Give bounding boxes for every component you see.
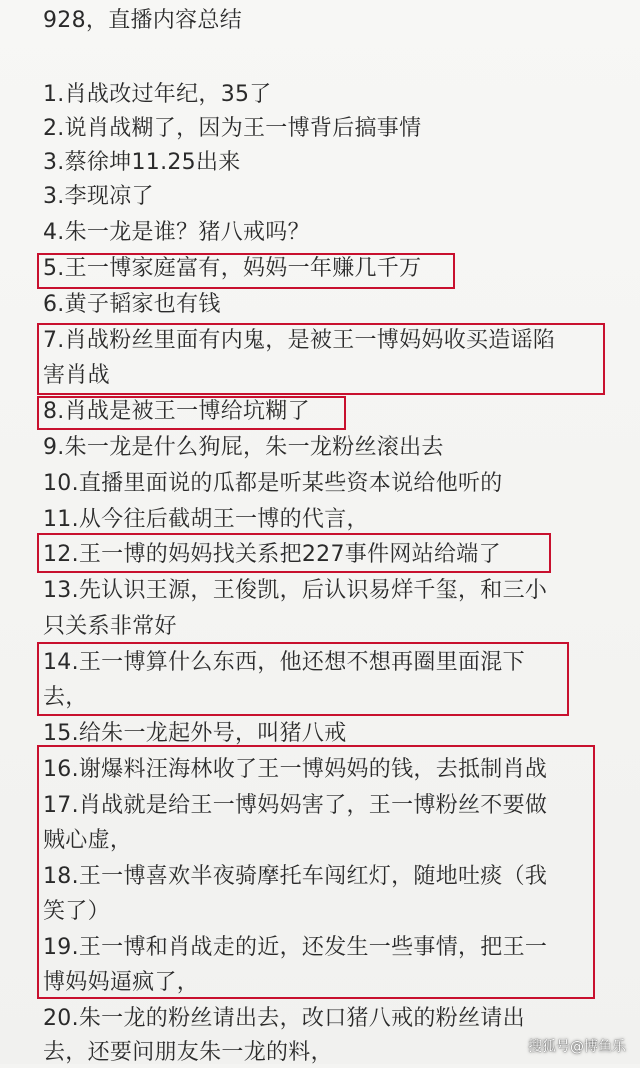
note-line-13-cont: 只关系非常好: [43, 614, 177, 639]
note-line-16: 16.谢爆料汪海林收了王一博妈妈的钱，去抵制肖战: [43, 757, 548, 782]
note-line-5: 5.王一博家庭富有，妈妈一年赚几千万: [43, 256, 422, 281]
watermark: 搜狐号@博鱼乐: [528, 1039, 626, 1055]
note-line-19-cont: 博妈妈逼疯了，: [43, 970, 200, 995]
note-line-12: 12.王一博的妈妈找关系把227事件网站给端了: [43, 542, 501, 567]
note-title: 928，直播内容总结: [43, 8, 242, 33]
note-line-17-cont: 贼心虚，: [43, 828, 133, 853]
note-line-3a: 3.蔡徐坤11.25出来: [43, 150, 241, 175]
note-line-3b: 3.李现凉了: [43, 184, 154, 209]
note-line-4: 4.朱一龙是谁？猪八戒吗？: [43, 220, 310, 245]
note-line-18-cont: 笑了）: [43, 899, 110, 924]
note-line-11: 11.从今往后截胡王一博的代言，: [43, 507, 369, 532]
note-line-13: 13.先认识王源，王俊凯，后认识易烊千玺，和三小: [43, 578, 548, 603]
note-line-6: 6.黄子韬家也有钱: [43, 292, 221, 317]
note-line-8: 8.肖战是被王一博给坑糊了: [43, 399, 310, 424]
note-line-1: 1.肖战改过年纪，35了: [43, 82, 272, 107]
note-line-14: 14.王一博算什么东西，他还想不想再圈里面混下: [43, 650, 525, 675]
note-line-20-cont: 去，还要问朋友朱一龙的料，: [43, 1040, 333, 1065]
note-line-19: 19.王一博和肖战走的近，还发生一些事情，把王一: [43, 935, 548, 960]
note-line-7: 7.肖战粉丝里面有内鬼，是被王一博妈妈收买造谣陷: [43, 328, 556, 353]
note-line-14-cont: 去，: [43, 685, 88, 710]
note-line-20: 20.朱一龙的粉丝请出去，改口猪八戒的粉丝请出: [43, 1006, 525, 1031]
note-line-9: 9.朱一龙是什么狗屁，朱一龙粉丝滚出去: [43, 435, 444, 460]
note-line-2: 2.说肖战糊了，因为王一博背后搞事情: [43, 116, 422, 141]
note-line-7-cont: 害肖战: [43, 363, 110, 388]
note-line-15: 15.给朱一龙起外号，叫猪八戒: [43, 721, 347, 746]
note-line-10: 10.直播里面说的瓜都是听某些资本说给他听的: [43, 471, 503, 496]
note-line-17: 17.肖战就是给王一博妈妈害了，王一博粉丝不要做: [43, 793, 548, 818]
note-line-18: 18.王一博喜欢半夜骑摩托车闯红灯，随地吐痰（我: [43, 864, 548, 889]
